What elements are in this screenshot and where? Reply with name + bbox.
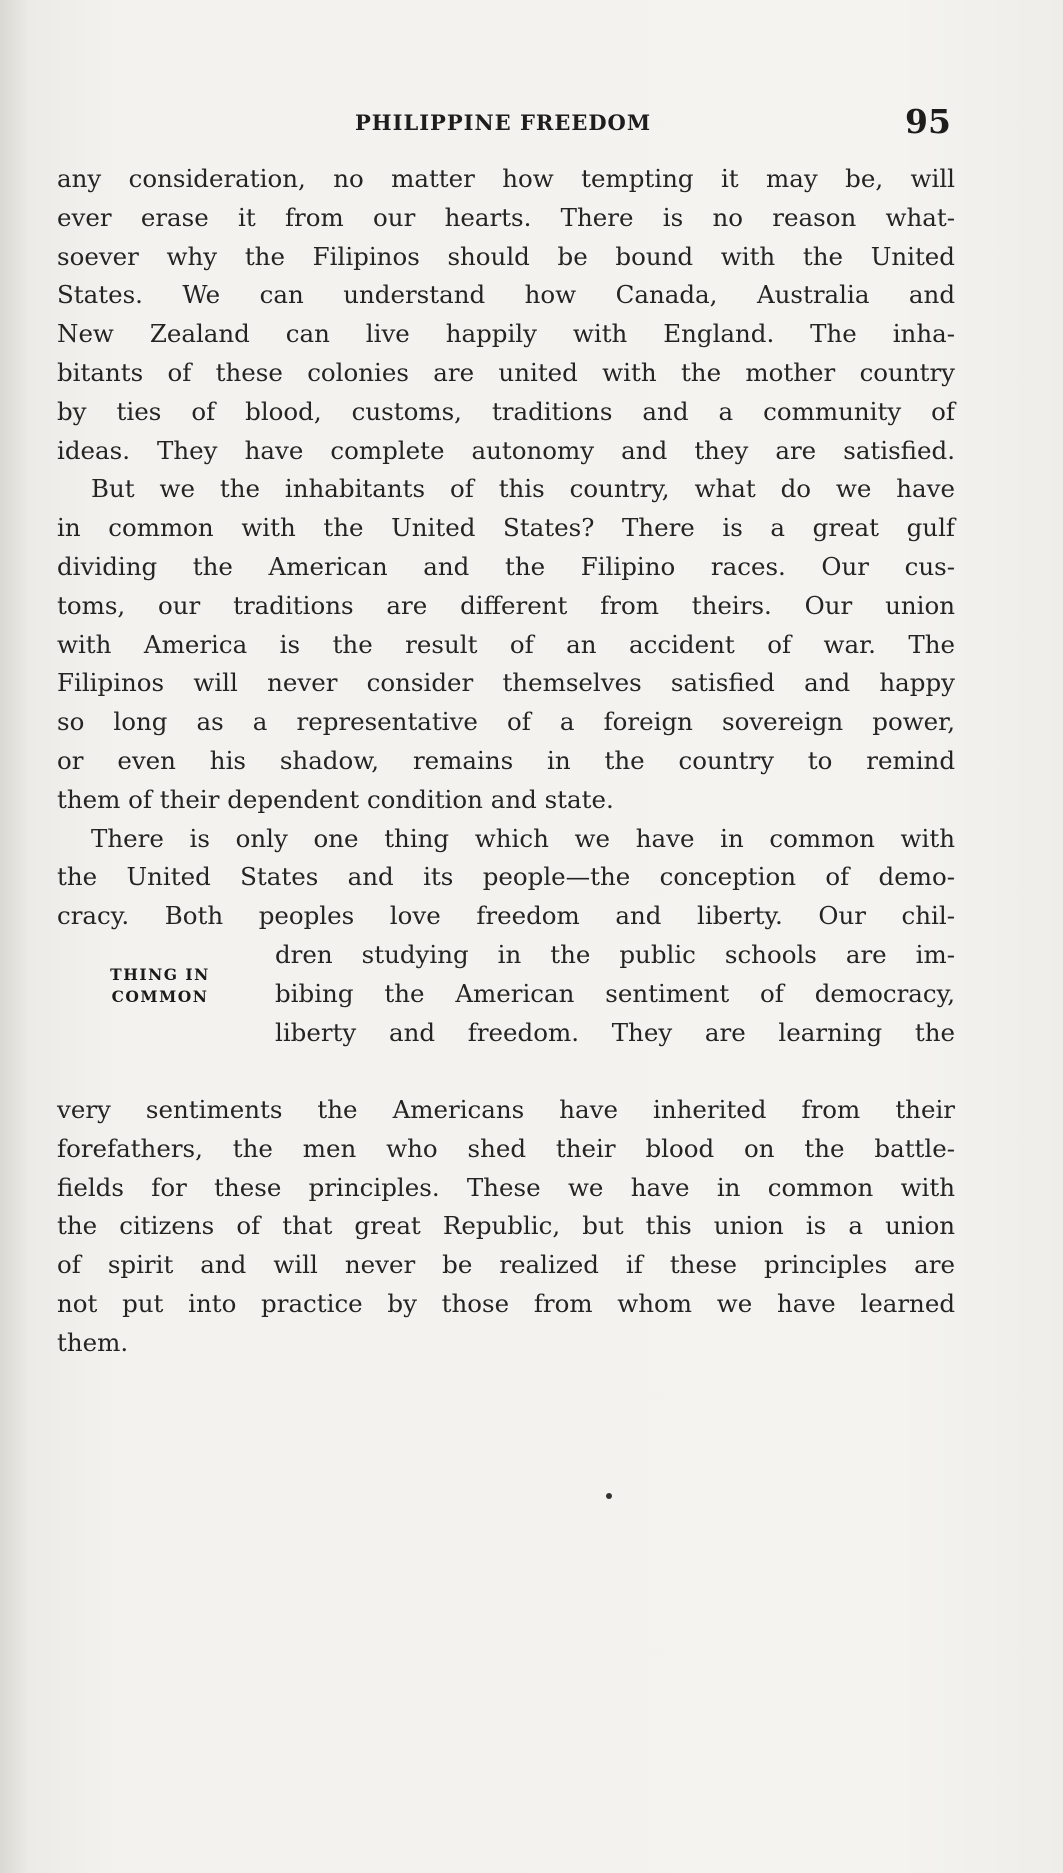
side-note-line: THING IN [110,964,210,984]
text-line: so long as a representative of a foreign sovereign power, [57,707,955,737]
side-note-line: COMMON [111,986,209,1006]
text-line: toms, our traditions are different from theirs. Our union [57,590,955,620]
text-line: the citizens of that great Republic, but this union is a union [57,1211,955,1241]
text-line: them. [57,1327,129,1357]
text-line: any consideration, no matter how tempting it may be, will [57,164,955,193]
side-note [95,964,225,1008]
text-line: cracy. Both peoples love freedom and liberty. Our chil- [57,901,955,931]
text-line: dren studying in the public schools are im- [275,939,955,969]
paragraph-2 [57,470,955,819]
text-line: soever why the Filipinos should be bound with the United [57,241,955,271]
ink-speck [606,1493,612,1499]
text-line: not put into practice by those from whom we have learned [57,1288,955,1318]
paragraph-3 [57,820,955,1363]
text-line: forefathers, the men who shed their blood on the battle- [57,1133,955,1163]
text-line: the United States and its people—the conception of demo- [57,862,955,892]
wrapped-text [275,936,955,1052]
page-header [55,104,955,144]
text-line: New Zealand can live happily with England. The inha- [57,319,955,349]
text-line: by ties of blood, customs, traditions and a community of [57,396,955,426]
page-number: 95 [905,102,951,141]
text-line: with America is the result of an accident of war. The [57,629,955,659]
body-text [57,160,955,1363]
text-line: liberty and freedom. They are learning the [275,1017,955,1047]
text-line: bitants of these colonies are united with the mother country [57,357,955,387]
text-line: States. We can understand how Canada, Australia and [57,280,955,310]
text-line: very sentiments the Americans have inherited from their [57,1094,955,1124]
text-line: But we the inhabitants of this country, what do we have [91,474,955,504]
text-line: in common with the United States? There is a great gulf [57,513,955,543]
side-note-block [57,936,955,1091]
text-line: of spirit and will never be realized if these principles are [57,1250,955,1280]
text-line: There is only one thing which we have in common with [91,823,955,853]
text-line: or even his shadow, remains in the country to remind [57,745,955,775]
text-line: them of their dependent condition and state. [57,784,614,814]
text-line: ever erase it from our hearts. There is no reason what- [57,202,955,232]
paragraph-1 [57,160,955,470]
running-title: PHILIPPINE FREEDOM [355,110,652,135]
text-line: fields for these principles. These we have in common with [57,1172,955,1202]
text-line: dividing the American and the Filipino races. Our cus- [57,551,955,581]
text-line: ideas. They have complete autonomy and they are satisfied. [57,435,955,465]
text-line: bibing the American sentiment of democracy, [275,978,955,1008]
text-line: Filipinos will never consider themselves satisfied and happy [57,668,955,698]
